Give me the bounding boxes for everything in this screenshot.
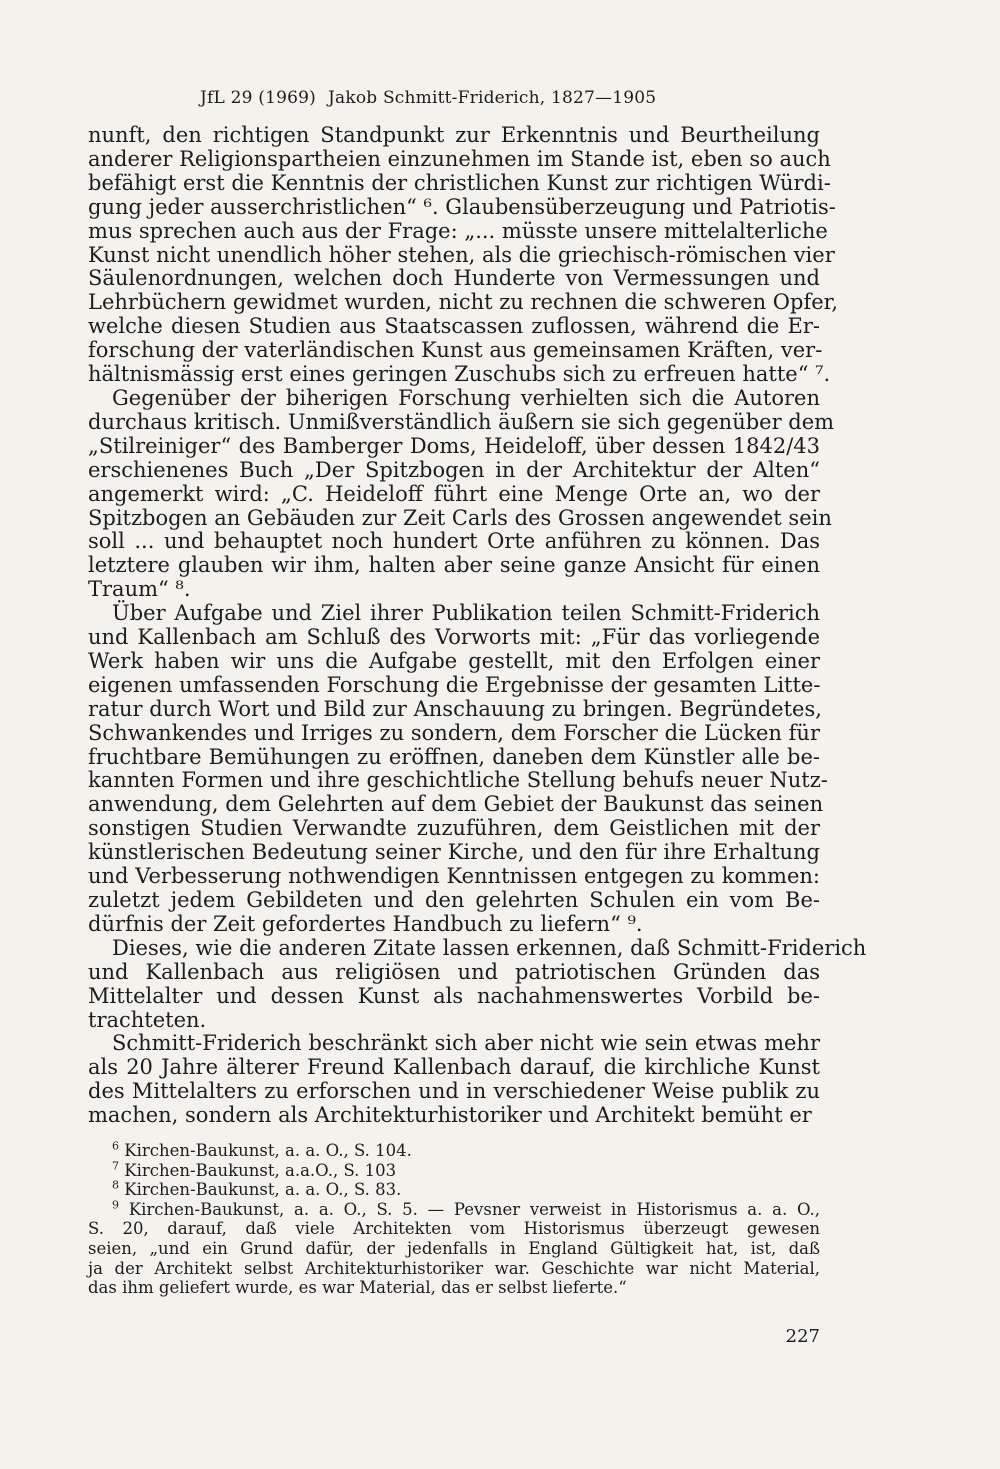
footnote-text: ja der Architekt selbst Architekturhistoriker war. Geschichte war nicht Material,	[88, 1258, 820, 1278]
text-line: erschienenes Buch „Der Spitzbogen in der Architektur der Alten“	[88, 457, 820, 482]
text-line: trachteten.	[88, 1007, 207, 1032]
text-line: dürfnis der Zeit gefordertes Handbuch zu liefern“ ⁹.	[88, 911, 643, 936]
footnote-text: das ihm geliefert wurde, es war Material, das er selbst lieferte.“	[88, 1278, 627, 1298]
footnote-text: S. 20, darauf, daß viele Architekten vom Historismus überzeugt gewesen	[88, 1219, 820, 1239]
text-line: Lehrbüchern gewidmet wurden, nicht zu rechnen die schweren Opfer,	[88, 290, 839, 315]
text-line: mus sprechen auch aus der Frage: „... müsste unsere mittelalterliche	[88, 218, 828, 243]
text-line: und Kallenbach aus religiösen und patriotischen Gründen das	[88, 959, 820, 984]
footnote-marker: 9	[112, 1198, 119, 1212]
text-line: des Mittelalters zu erforschen und in verschiedener Weise publik zu	[88, 1079, 820, 1104]
footnote-line	[88, 1239, 820, 1259]
footnote-line	[88, 1141, 820, 1161]
paragraph	[88, 935, 867, 1033]
text-line: soll ... und behauptet noch hundert Orte anführen zu können. Das	[88, 529, 820, 554]
text-line: forschung der vaterländischen Kunst aus gemeinsamen Kräften, ver-	[88, 338, 823, 363]
footnote-line	[88, 1200, 820, 1220]
text-line: Schmitt-Friderich beschränkt sich aber nicht wie sein etwas mehr	[112, 1031, 820, 1056]
text-line: künstlerischen Bedeutung seiner Kirche, und den für ihre Erhaltung	[88, 840, 820, 865]
text-line: machen, sondern als Architekturhistoriker und Architekt bemüht er	[88, 1103, 812, 1128]
footnotes	[88, 1141, 820, 1298]
paragraph	[88, 123, 839, 387]
footnote-line	[88, 1259, 820, 1279]
page-number: 227	[785, 1326, 820, 1347]
text-line: Kunst nicht unendlich höher stehen, als die griechisch-römischen vier	[88, 242, 835, 267]
footnote-line	[88, 1278, 820, 1298]
text-line: Dieses, wie die anderen Zitate lassen erkennen, daß Schmitt-Friderich	[112, 935, 867, 960]
text-line: eigenen umfassenden Forschung die Ergebnisse der gesamten Litte-	[88, 672, 821, 697]
text-line: kannten Formen und ihre geschichtliche Stellung behufs neuer Nutz-	[88, 768, 828, 793]
text-line: hältnismässig erst eines geringen Zuschubs sich zu erfreuen hatte“ ⁷.	[88, 362, 831, 387]
journal-reference: JfL 29 (1969)	[200, 88, 316, 108]
footnote-line	[88, 1180, 820, 1200]
text-line: nunft, den richtigen Standpunkt zur Erkenntnis und Beurtheilung	[88, 123, 820, 147]
header-title: Jakob Schmitt-Friderich, 1827—1905	[327, 88, 657, 108]
text-line: welche diesen Studien aus Staatscassen zuflossen, während die Er-	[88, 314, 820, 339]
footnote-marker: 7	[112, 1159, 119, 1173]
footnote-text: seien, „und ein Grund dafür, der jedenfalls in England Gültigkeit hat, ist, daß	[88, 1238, 820, 1258]
footnote-marker: 6	[112, 1139, 119, 1153]
text-line: befähigt erst die Kenntnis der christlichen Kunst zur richtigen Würdi-	[88, 170, 831, 195]
text-line: ratur durch Wort und Bild zur Anschauung zu bringen. Begründetes,	[88, 696, 822, 721]
paragraph	[88, 385, 835, 602]
paragraph	[88, 601, 828, 937]
text-line: Schwankendes und Irriges zu sondern, dem Forscher die Lücken für	[88, 720, 820, 745]
text-line: durchaus kritisch. Unmißverständlich äußern sie sich gegenüber dem	[88, 409, 835, 434]
text-line: und Kallenbach am Schluß des Vorworts mit: „Für das vorliegende	[88, 625, 820, 650]
text-line: und Verbesserung nothwendigen Kenntnissen entgegen zu kommen:	[88, 864, 820, 889]
text-line: Über Aufgabe und Ziel ihrer Publikation teilen Schmitt-Friderich	[112, 601, 820, 626]
text-line: fruchtbare Bemühungen zu eröffnen, daneben dem Künstler alle be-	[88, 744, 820, 769]
body-text	[88, 123, 867, 1128]
text-line: anwendung, dem Gelehrten auf dem Gebiet der Baukunst das seinen	[88, 792, 824, 817]
text-line: Spitzbogen an Gebäuden zur Zeit Carls des Grossen angewendet sein	[88, 505, 832, 530]
footnote-line	[88, 1161, 820, 1181]
text-line: Gegenüber der biherigen Forschung verhielten sich die Autoren	[112, 385, 820, 410]
text-line: sonstigen Studien Verwandte zuzuführen, dem Geistlichen mit der	[88, 816, 820, 841]
text-line: gung jeder ausserchristlichen“ ⁶. Glaubensüberzeugung und Patriotis-	[88, 194, 836, 219]
footnote-line	[88, 1219, 820, 1239]
text-line: „Stilreiniger“ des Bamberger Doms, Heideloff, über dessen 1842/43	[88, 433, 820, 458]
text-line: letztere glauben wir ihm, halten aber seine ganze Ansicht für einen	[88, 553, 820, 578]
text-line: Traum“ ⁸.	[88, 577, 191, 602]
running-header	[200, 88, 720, 108]
footnote-text: Kirchen-Baukunst, a.a.O., S. 103	[124, 1160, 397, 1180]
footnote-marker: 8	[112, 1178, 119, 1192]
text-line: zuletzt jedem Gebildeten und den gelehrten Schulen ein vom Be-	[88, 888, 820, 912]
footnote-text: Kirchen-Baukunst, a. a. O., S. 104.	[124, 1141, 412, 1160]
text-line: als 20 Jahre älterer Freund Kallenbach darauf, die kirchliche Kunst	[88, 1055, 820, 1080]
text-line: anderer Religionspartheien einzunehmen im Stande ist, eben so auch	[88, 146, 831, 171]
text-line: angemerkt wird: „C. Heideloff führt eine Menge Orte an, wo der	[88, 481, 820, 506]
paragraph	[88, 1032, 820, 1128]
footnote-text: Kirchen-Baukunst, a. a. O., S. 83.	[124, 1180, 402, 1200]
text-line: Werk haben wir uns die Aufgabe gestellt, mit den Erfolgen einer	[88, 648, 820, 673]
text-line: Säulenordnungen, welchen doch Hunderte von Vermessungen und	[88, 266, 820, 291]
footnote-text: Kirchen-Baukunst, a. a. O., S. 5. — Pevsner verweist in Historismus a. a. O.,	[128, 1199, 820, 1219]
text-line: Mittelalter und dessen Kunst als nachahmenswertes Vorbild be-	[88, 983, 820, 1008]
